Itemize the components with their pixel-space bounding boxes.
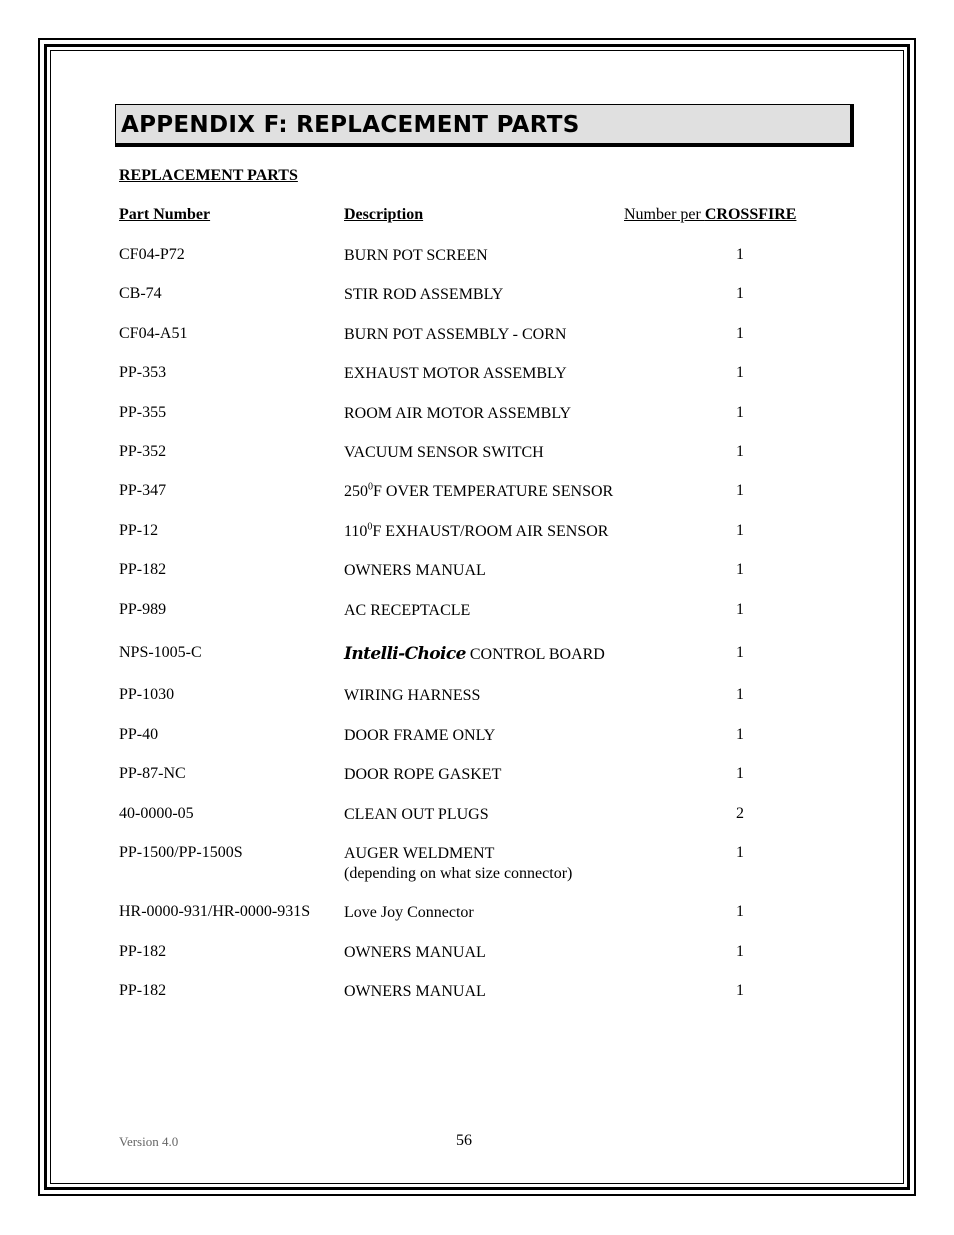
part-number-cell: PP-40 [119,726,159,743]
description-text: BURN POT SCREEN [344,247,488,264]
quantity-cell: 1 [736,903,744,920]
table-row [0,686,954,706]
part-number-cell: PP-12 [119,522,159,539]
description-text: WIRING HARNESS [344,687,481,704]
part-number-cell: PP-1500/PP-1500S [119,844,243,861]
table-row [0,325,954,345]
column-header-quantity: Number per CROSSFIRE [624,206,797,223]
description-text: Love Joy Connector [344,904,474,921]
table-row [0,246,954,266]
description-text: VACUUM SENSOR SWITCH [344,444,544,461]
part-number-cell: PP-182 [119,982,167,999]
description-text: ROOM AIR MOTOR ASSEMBLY [344,405,572,422]
quantity-cell: 1 [736,644,744,661]
part-number-cell: CB-74 [119,285,162,302]
table-row [0,443,954,463]
description-cell [344,285,503,305]
table-row [0,943,954,963]
description-cell [344,522,608,542]
quantity-cell: 2 [736,805,744,822]
table-row [0,601,954,621]
description-cell [344,765,501,785]
column-header-description: Description [344,206,424,223]
description-text: CLEAN OUT PLUGS [344,806,489,823]
part-number-cell: PP-355 [119,404,167,421]
quantity-cell: 1 [736,561,744,578]
part-number-cell: PP-347 [119,482,167,499]
table-row [0,765,954,785]
quantity-cell: 1 [736,686,744,703]
part-number-cell: PP-182 [119,943,167,960]
description-cell [344,404,571,424]
table-row [0,726,954,746]
description-cell [344,325,566,345]
part-number-cell: PP-87-NC [119,765,186,782]
description-text: DOOR FRAME ONLY [344,727,496,744]
description-text: EXHAUST MOTOR ASSEMBLY [344,365,567,382]
part-number-cell: PP-352 [119,443,167,460]
description-cell [344,903,474,923]
table-row [0,805,954,825]
description-text: AC RECEPTACLE [344,602,471,619]
description-note: (depending on what size connector) [344,865,573,882]
table-row [0,644,954,664]
quantity-cell: 1 [736,325,744,342]
part-number-cell: NPS-1005-C [119,644,202,661]
part-number-cell: HR-0000-931/HR-0000-931S [119,903,311,920]
description-cell [344,246,488,266]
quantity-cell: 1 [736,844,744,861]
degree-superscript: 0 [367,521,373,533]
table-row [0,561,954,581]
brand-name: CROSSFIRE [704,206,797,223]
table-row [0,903,954,923]
description-cell [344,982,486,1002]
column-header-part-number: Part Number [119,206,211,223]
description-cell [344,943,486,963]
table-row [0,982,954,1002]
part-number-cell: PP-1030 [119,686,175,703]
description-cell [344,686,480,706]
description-text: STIR ROD ASSEMBLY [344,286,504,303]
version-label: Version 4.0 [119,1134,179,1149]
part-number-cell: PP-182 [119,561,167,578]
appendix-title-box [115,104,854,147]
intelli-choice-logo-text: Intelli-Choice [344,644,466,664]
description-cell [344,805,489,825]
description-cell [344,561,486,581]
description-text: OWNERS MANUAL [344,944,486,961]
description-text: CONTROL BOARD [465,646,605,663]
table-row [0,364,954,384]
quantity-cell: 1 [736,601,744,618]
table-row [0,285,954,305]
quantity-cell: 1 [736,443,744,460]
quantity-cell: 1 [736,522,744,539]
quantity-cell: 1 [736,765,744,782]
description-text: DOOR ROPE GASKET [344,766,502,783]
table-row [0,522,954,542]
description-cell [344,644,605,665]
description-cell [344,443,544,463]
description-text: BURN POT ASSEMBLY - CORN [344,326,567,343]
quantity-cell: 1 [736,404,744,421]
quantity-cell: 1 [736,364,744,381]
section-heading: REPLACEMENT PARTS [119,167,298,184]
description-text: OWNERS MANUAL [344,562,486,579]
page-number: 56 [456,1132,472,1149]
part-number-cell: 40-0000-05 [119,805,194,822]
quantity-cell: 1 [736,482,744,499]
description-cell [344,844,572,884]
table-row [0,482,954,502]
quantity-cell: 1 [736,726,744,743]
quantity-cell: 1 [736,982,744,999]
description-cell [344,364,567,384]
temperature-value: 110 [344,523,368,540]
temperature-value: 250 [344,483,368,500]
degree-superscript: 0 [368,481,373,493]
description-text: F EXHAUST/ROOM AIR SENSOR [372,523,609,540]
part-number-cell: CF04-P72 [119,246,185,263]
part-number-cell: PP-353 [119,364,167,381]
part-number-cell: CF04-A51 [119,325,188,342]
description-cell [344,726,495,746]
description-text: F OVER TEMPERATURE SENSOR [373,483,614,500]
quantity-cell: 1 [736,943,744,960]
description-text: AUGER WELDMENT [344,845,495,862]
appendix-title: APPENDIX F: REPLACEMENT PARTS [121,112,580,138]
part-number-cell: PP-989 [119,601,167,618]
description-cell [344,601,470,621]
description-cell [344,482,613,502]
quantity-cell: 1 [736,246,744,263]
description-text: OWNERS MANUAL [344,983,486,1000]
quantity-cell: 1 [736,285,744,302]
table-row [0,404,954,424]
table-row [0,844,954,882]
